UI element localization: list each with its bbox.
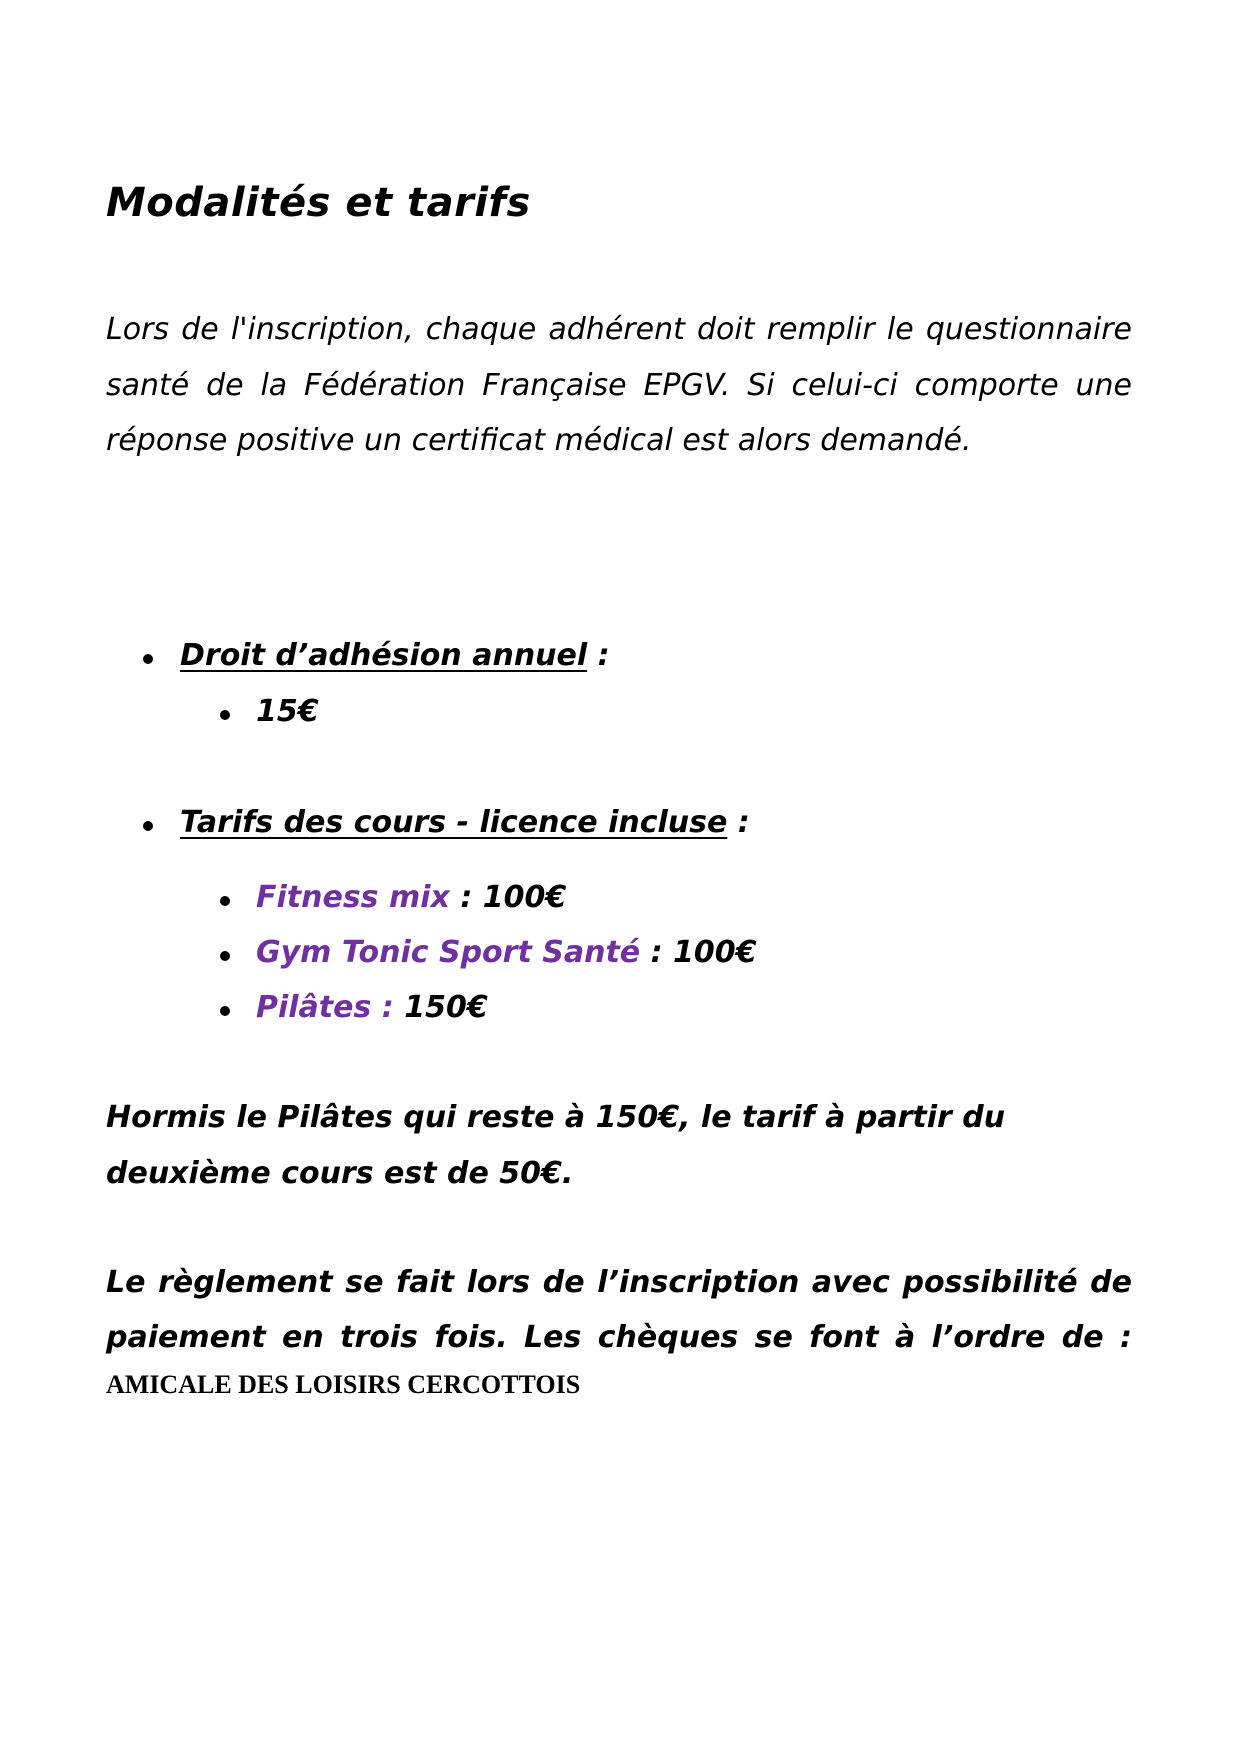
bullet-icon [220,951,230,961]
bullet-icon [220,896,230,906]
bullet-icon [143,821,153,831]
course-item [256,880,566,915]
payment-line-2: paiement en trois fois. Les chèques se font à l’ordre de : [106,1320,1132,1355]
course-price: 100€ [482,880,567,915]
payment-line-1: Le règlement se fait lors de l’inscription avec possibilité de [106,1265,1132,1300]
courses-label: Tarifs des cours - licence incluse [180,805,728,840]
bullet-icon [220,1006,230,1016]
course-item [256,935,757,970]
payee-name: AMICALE DES LOISIRS CERCOTTOIS [106,1370,581,1399]
course-sep: : [640,935,674,970]
bullet-icon [220,710,230,720]
membership-heading [180,638,610,673]
courses-colon: : [727,805,750,840]
membership-colon: : [587,638,610,673]
course-name: Pilâtes : [256,990,405,1025]
course-price: 100€ [673,935,757,970]
courses-heading [180,805,750,840]
bullet-icon [143,654,153,664]
course-price: 150€ [404,990,488,1025]
course-sep: : [449,880,483,915]
pricing-note: Hormis le Pilâtes qui reste à 150€, le tarif à partir du deuxième cours est de 50€. [106,1100,1006,1191]
membership-price: 15€ [256,694,319,729]
page-title: Modalités et tarifs [106,180,531,226]
course-name: Fitness mix [256,880,450,915]
intro-paragraph: Lors de l'inscription, chaque adhérent doit remplir le questionnaire santé de la Fédération Française EPGV. Si celui-ci comporte une réponse positive un certificat médical est alors demandé. [106,312,1132,458]
course-item [256,990,488,1025]
membership-label: Droit d’adhésion annuel [180,638,588,673]
course-name: Gym Tonic Sport Santé [256,935,641,970]
